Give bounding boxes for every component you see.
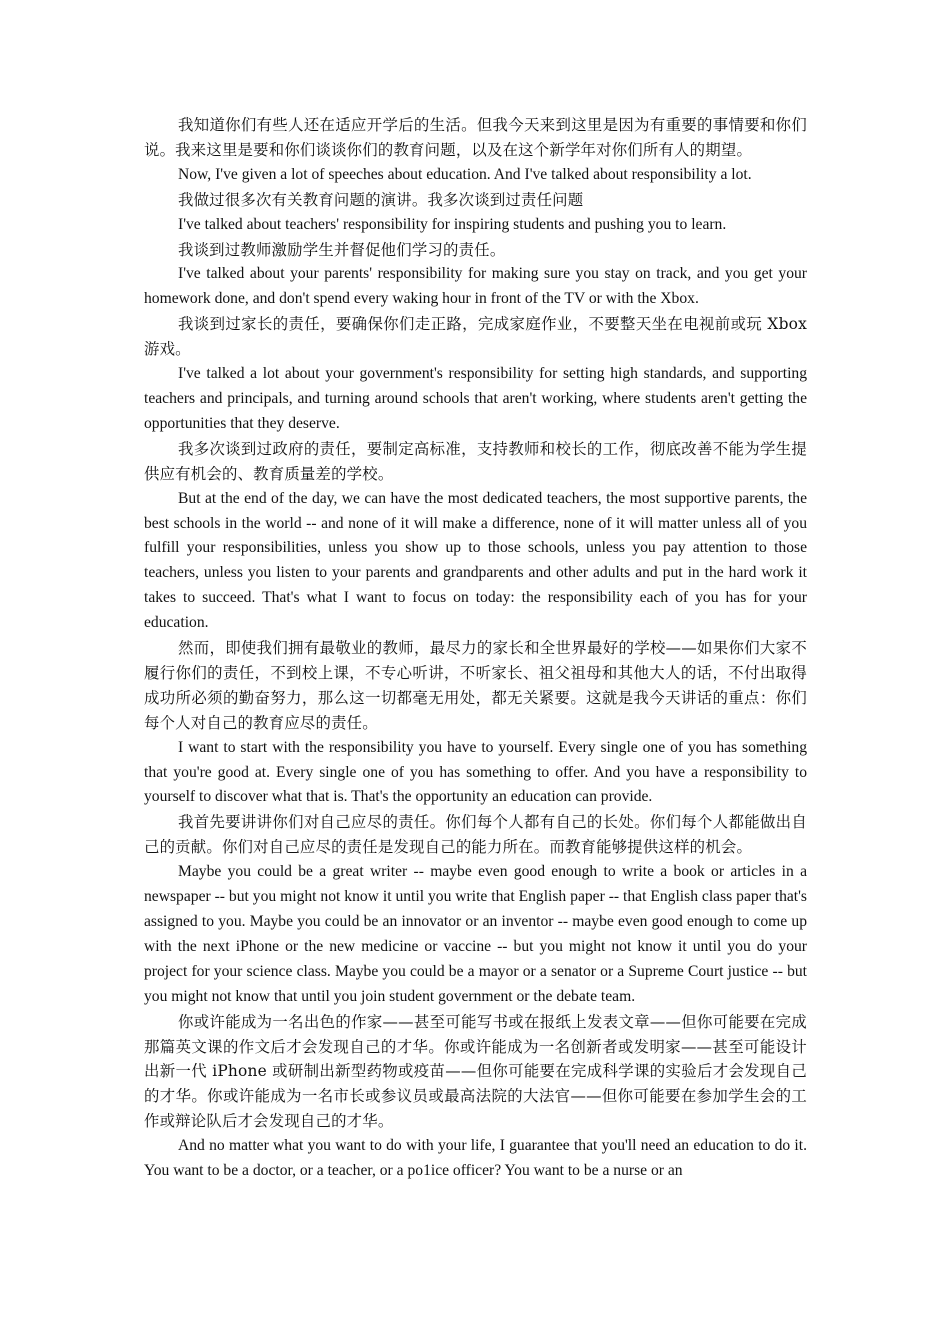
paragraph: 我谈到过教师激励学生并督促他们学习的责任。 — [178, 240, 506, 259]
paragraph: 我首先要讲讲你们对自己应尽的责任。你们每个人都有自己的长处。你们每个人都能做出自己的贡献。你们对自己应尽的责任是发现自己的能力所在。而教育能够提供这样的机会。 — [144, 813, 807, 857]
paragraph: 你或许能成为一名出色的作家——甚至可能写书或在报纸上发表文章——但你可能要在完成那篇英文课的作文后才会发现自己的才华。你或许能成为一名创新者或发明家——甚至可能设计出新一代 iPhone 或研制出新型药物或疫苗——但你可能要在完成科学课的实验后才会发现自己的才华。你或许能成为一名市长或参议员或最高法院的大法官——但你可能要在参加学生会的工作或辩论队后才会发现自己的才华。 — [144, 1012, 807, 1131]
paragraph: 我做过很多次有关教育问题的演讲。我多次谈到过责任问题 — [178, 190, 584, 209]
paragraph: Maybe you could be a great writer -- maybe even good enough to write a book or articles in a newspaper -- but you might not know it until you write that English paper -- that English class paper that's assigned to you. Maybe you could be an innovator or an inventor -- maybe even good enough to come up with the next iPhone or the new medicine or vaccine -- but you might not know it until you do your project for your science class. Maybe you could be a mayor or a senator or a Supreme Court justice -- but you might not know that until you join student government or the debate team. — [144, 863, 807, 1005]
paragraph: 我多次谈到过政府的责任，要制定高标准，支持教师和校长的工作，彻底改善不能为学生提供应有机会的、教育质量差的学校。 — [144, 439, 807, 483]
paragraph: I want to start with the responsibility you have to yourself. Every single one of you has something that you're good at. Every single one of you has something to offer. And you have a responsibility to yourself to discover what that is. That's the opportunity an education can provide. — [144, 738, 807, 806]
paragraph: I've talked about teachers' responsibility for inspiring students and pushing you to learn. — [178, 215, 727, 233]
paragraph: 我知道你们有些人还在适应开学后的生活。但我今天来到这里是因为有重要的事情要和你们说。我来这里是要和你们谈谈你们的教育问题，以及在这个新学年对你们所有人的期望。 — [144, 116, 807, 159]
paragraph: 我谈到过家长的责任，要确保你们走正路，完成家庭作业，不要整天坐在电视前或玩 Xbox 游戏。 — [144, 315, 807, 359]
paragraph: 然而，即使我们拥有最敬业的教师，最尽力的家长和全世界最好的学校——如果你们大家不履行你们的责任，不到校上课，不专心听讲，不听家长、祖父祖母和其他大人的话，不付出取得成功所必须的勤奋努力，那么这一切都毫无用处，都无关紧要。这就是我今天讲话的重点：你们每个人对自己的教育应尽的责任。 — [144, 639, 807, 732]
paragraph: I've talked a lot about your government's responsibility for setting high standards, and supporting teachers and principals, and turning around schools that aren't working, where students aren't getting the opportunities that they deserve. — [144, 365, 807, 432]
paragraph: And no matter what you want to do with your life, I guarantee that you'll need an education to do it. You want to be a doctor, or a teacher, or a po1ice officer? You want to be a nurse or an — [144, 1137, 807, 1180]
paragraph: But at the end of the day, we can have the most dedicated teachers, the most supportive parents, the best schools in the world -- and none of it will make a difference, none of it will matter unless all of you fulfill your responsibilities, unless you show up to those schools, unless you pay attention to those teachers, unless you listen to your parents and grandparents and other adults and put in the hard work it takes to succeed. That's what I want to focus on today: the responsibility each of you has for your education. — [144, 489, 807, 632]
document-page — [144, 113, 807, 1184]
paragraph: Now, I've given a lot of speeches about education. And I've talked about responsibility a lot. — [178, 165, 752, 183]
paragraph: I've talked about your parents' responsibility for making sure you stay on track, and you get your homework done, and don't spend every waking hour in front of the TV or with the Xbox. — [144, 265, 807, 308]
